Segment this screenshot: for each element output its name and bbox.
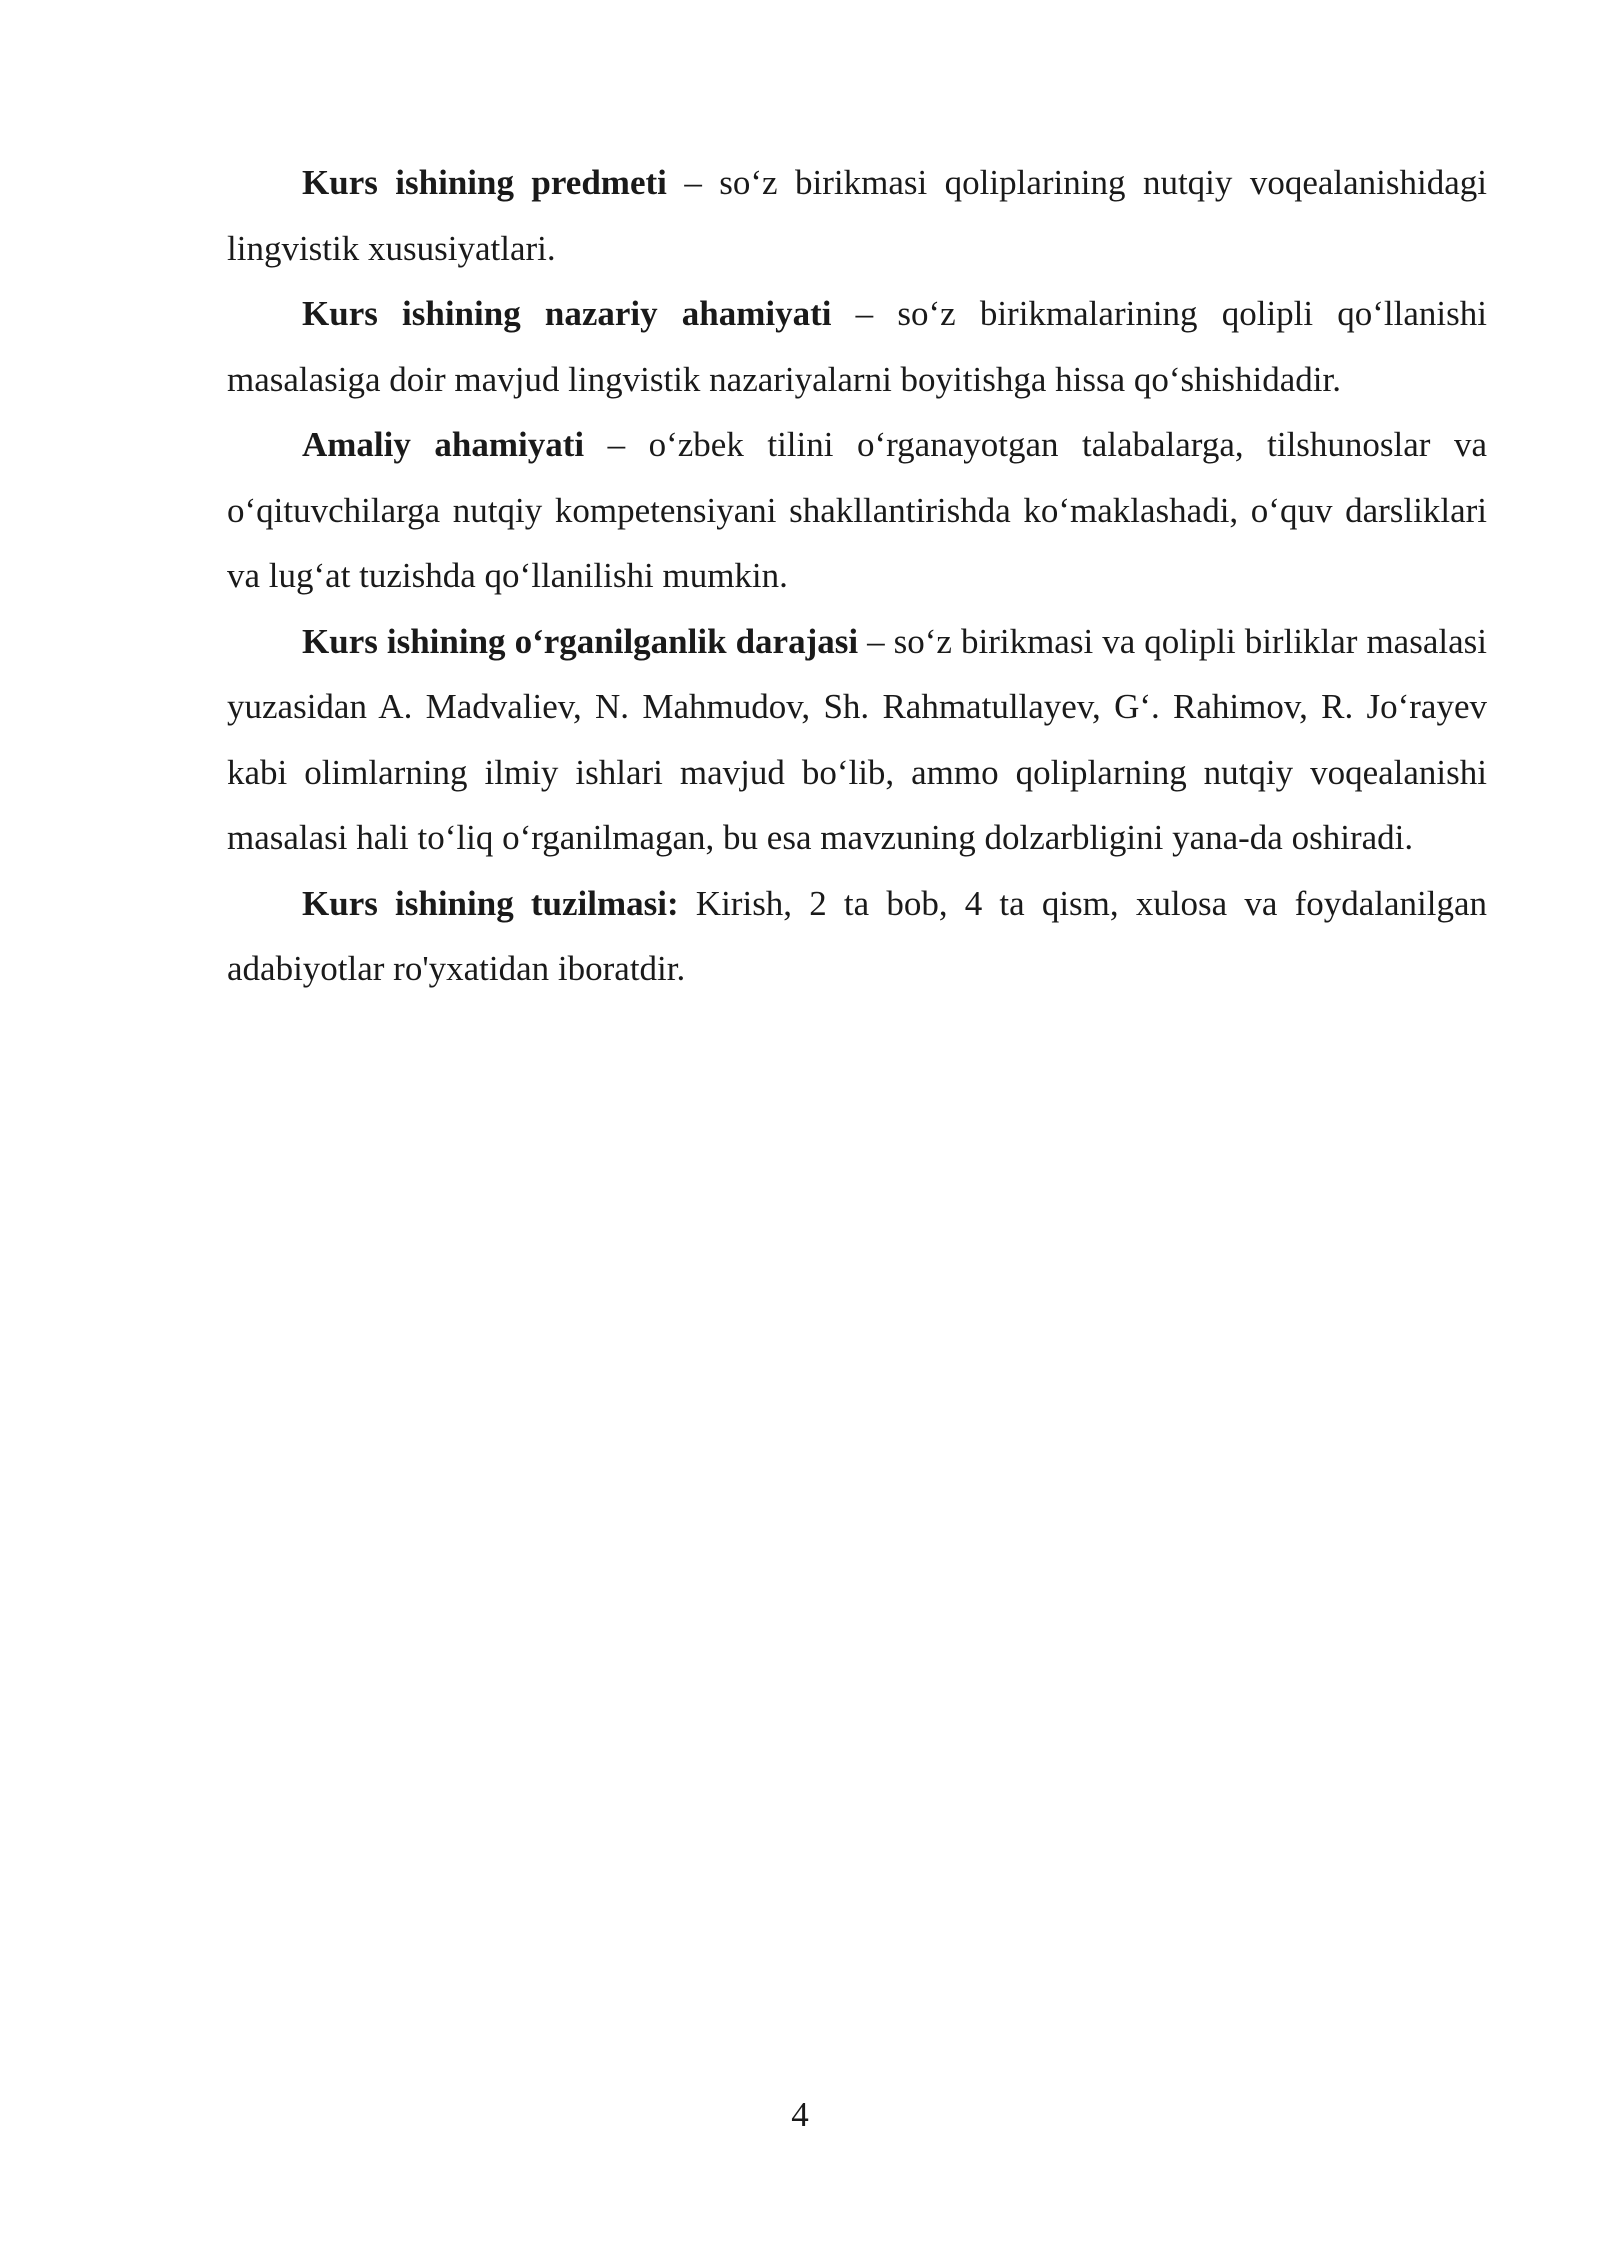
paragraph-heading: Kurs ishining o‘rganilganlik darajasi bbox=[302, 621, 859, 661]
paragraph-degree-of-study bbox=[227, 609, 1487, 871]
page-number: 4 bbox=[791, 2095, 809, 2134]
paragraph-subject bbox=[227, 150, 1487, 281]
paragraph-text: – o‘zbek tilini o‘rganayotgan talabalarga, tilshunoslar va o‘qituvchilarga nutqiy kompetensiyani shakllantirishda ko‘maklashadi, o‘quv darsliklari va lug‘at tuzishda qo‘llanilishi mumkin. bbox=[227, 425, 1487, 595]
paragraph-structure bbox=[227, 871, 1487, 1002]
paragraph-text: – so‘z birikmasi qoliplarining nutqiy voqealanishidagi lingvistik xususiyatlari. bbox=[227, 163, 1487, 268]
paragraph-heading: Kurs ishining nazariy ahamiyati bbox=[302, 294, 832, 333]
page-body bbox=[227, 150, 1487, 1002]
paragraph-practical-significance bbox=[227, 412, 1487, 609]
paragraph-theoretical-significance bbox=[227, 281, 1487, 412]
paragraph-heading: Kurs ishining tuzilmasi: bbox=[302, 883, 679, 923]
paragraph-text: – so‘z birikmasi va qolipli birliklar masalasi yuzasidan A. Madvaliev, N. Mahmudov, Sh. Rahmatullayev, G‘. Rahimov, R. Jo‘rayev kabi olimlarning ilmiy ishlari mavjud bo‘lib, ammo qoliplarning nutqiy voqealanishi masalasi hali to‘liq o‘rganilmagan, bu esa mavzuning dolzarbligini yana-da oshiradi. bbox=[227, 621, 1487, 857]
paragraph-text: Kirish, 2 ta bob, 4 ta qism, xulosa va foydalanilgan adabiyotlar ro'yxatidan iboratdir. bbox=[227, 883, 1488, 988]
paragraph-heading: Kurs ishining predmeti bbox=[302, 163, 667, 202]
paragraph-text: – so‘z birikmalarining qolipli qo‘llanishi masalasiga doir mavjud lingvistik nazariyalarni boyitishga hissa qo‘shishidadir. bbox=[227, 294, 1487, 399]
paragraph-heading: Amaliy ahamiyati bbox=[302, 425, 585, 464]
